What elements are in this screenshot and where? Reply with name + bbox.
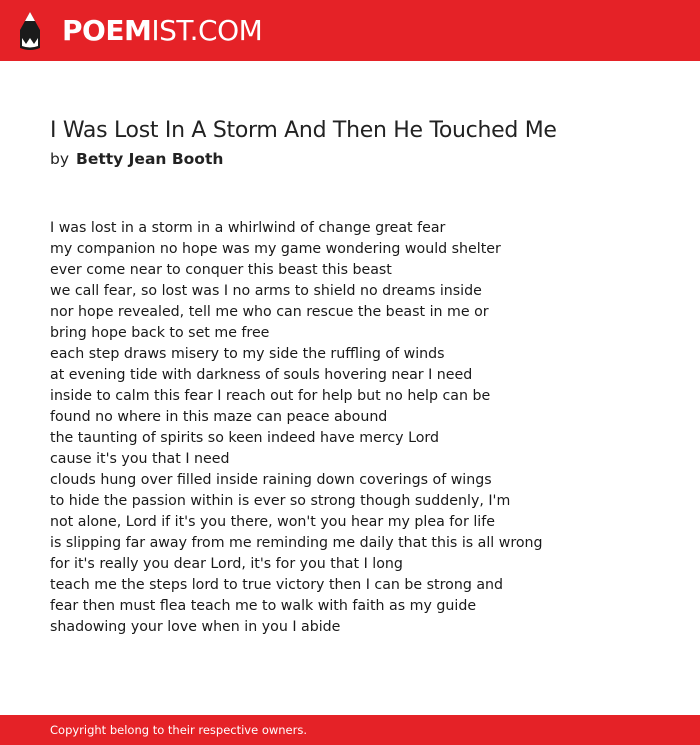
poem-title: I Was Lost In A Storm And Then He Touched Me <box>50 118 557 143</box>
poem-line: each step draws misery to my side the ruffling of winds <box>50 346 445 362</box>
by-label: by <box>50 150 70 168</box>
site-logo-link[interactable] <box>18 9 262 53</box>
poem-line: is slipping far away from me reminding me daily that this is all wrong <box>50 535 543 551</box>
poem-line: to hide the passion within is ever so strong though suddenly, I'm <box>50 493 511 509</box>
site-brand-name <box>62 9 262 53</box>
poem-line: at evening tide with darkness of souls hovering near I need <box>50 367 473 383</box>
poem-header <box>50 115 670 171</box>
poem-line: for it's really you dear Lord, it's for you that I long <box>50 556 403 572</box>
poem-body <box>50 218 670 638</box>
copyright-text: Copyright belong to their respective owners. <box>50 723 308 737</box>
poem-line: my companion no hope was my game wondering would shelter <box>50 241 501 257</box>
poem-line: teach me the steps lord to true victory then I can be strong and <box>50 577 504 593</box>
pencil-tip-icon <box>18 10 42 52</box>
poem-line: nor hope revealed, tell me who can rescue the beast in me or <box>50 304 489 320</box>
site-header <box>0 0 700 61</box>
author-link[interactable]: Betty Jean Booth <box>76 150 224 168</box>
poem-line: clouds hung over filled inside raining down coverings of wings <box>50 472 492 488</box>
poem-line: inside to calm this fear I reach out for help but no help can be <box>50 388 491 404</box>
poem-line: the taunting of spirits so keen indeed have mercy Lord <box>50 430 439 446</box>
poem-line: I was lost in a storm in a whirlwind of change great fear <box>50 220 446 236</box>
brand-light-text: IST.COM <box>151 14 263 47</box>
poem-line: ever come near to conquer this beast this beast <box>50 262 392 278</box>
poem-line: found no where in this maze can peace abound <box>50 409 388 425</box>
poem-line: not alone, Lord if it's you there, won't you hear my plea for life <box>50 514 495 530</box>
poem-line: shadowing your love when in you I abide <box>50 619 341 635</box>
poem-line: cause it's you that I need <box>50 451 230 467</box>
poem-line: bring hope back to set me free <box>50 325 270 341</box>
site-footer <box>0 715 700 745</box>
brand-strong-text: POEM <box>62 14 152 47</box>
byline <box>50 147 670 171</box>
poem-line: fear then must flea teach me to walk with faith as my guide <box>50 598 477 614</box>
poem-line: we call fear, so lost was I no arms to shield no dreams inside <box>50 283 482 299</box>
